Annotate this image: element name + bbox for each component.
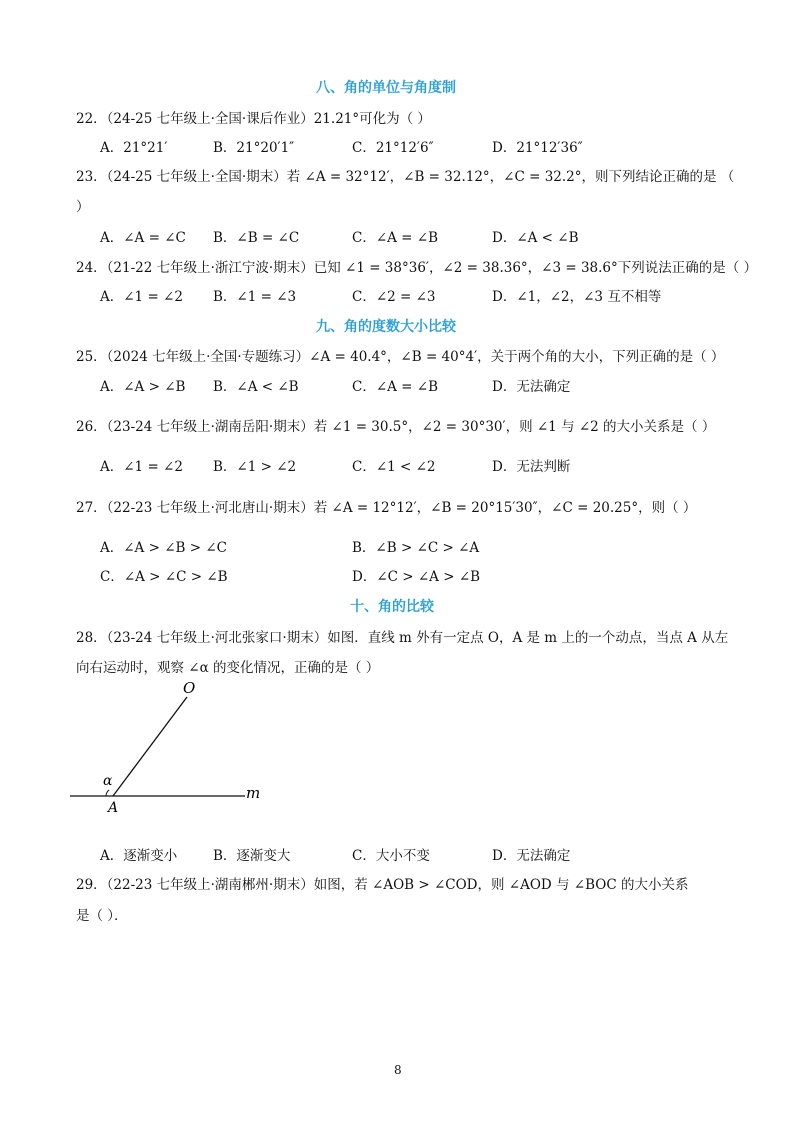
- question-22: 22．（24-25 七年级上·全国·课后作业）21.21°可化为（ ）: [76, 111, 431, 127]
- q22-option-c: C．21°12′6″: [352, 140, 434, 156]
- label-m: m: [246, 784, 261, 802]
- q25-option-c: C．∠A = ∠B: [352, 379, 439, 395]
- q24-option-a: A．∠1 = ∠2: [100, 289, 183, 305]
- q27-option-c: C．∠A > ∠C > ∠B: [100, 569, 228, 585]
- q24-option-d: D．∠1，∠2，∠3 互不相等: [492, 289, 662, 305]
- q26-option-c: C．∠1 < ∠2: [352, 459, 436, 475]
- q23-option-d: D．∠A < ∠B: [492, 230, 579, 246]
- q25-option-d: D．无法确定: [492, 379, 571, 395]
- angle-figure: [70, 680, 270, 820]
- q28-option-a: A．逐渐变小: [100, 848, 178, 864]
- label-a: A: [108, 800, 119, 816]
- q23-option-b: B．∠B = ∠C: [213, 230, 300, 246]
- q23-option-c: C．∠A = ∠B: [352, 230, 439, 246]
- section-title-10: 十、角的比较: [350, 599, 434, 615]
- question-29-line2: 是（ ）．: [76, 908, 128, 924]
- section-title-9: 九、角的度数大小比较: [316, 319, 456, 335]
- question-28: 28．（23-24 七年级上·河北张家口·期末）如图．直线 m 外有一定点 O，A 是 m 上的一个动点，当点 A 从左: [76, 630, 729, 646]
- q22-option-d: D．21°12′36″: [492, 140, 583, 156]
- q26-option-b: B．∠1 > ∠2: [213, 459, 297, 475]
- label-o: O: [183, 680, 196, 697]
- question-24: 24．（21-22 七年级上·浙江宁波·期末）已知 ∠1 = 38°36′，∠2 = 38.36°，∠3 = 38.6°下列说法正确的是（ ）: [76, 260, 758, 276]
- section-title-8: 八、角的单位与角度制: [316, 80, 456, 96]
- q25-option-b: B．∠A < ∠B: [213, 379, 299, 395]
- q27-option-b: B．∠B > ∠C > ∠A: [352, 540, 480, 556]
- q28-option-d: D．无法确定: [492, 848, 571, 864]
- q26-option-d: D．无法判断: [492, 459, 571, 475]
- q28-option-c: C．大小不变: [352, 848, 430, 864]
- angle-arc: [106, 790, 109, 796]
- q22-option-b: B．21°20′1″: [213, 140, 295, 156]
- q23-option-a: A．∠A = ∠C: [100, 230, 186, 246]
- ray-ao: [113, 697, 187, 796]
- question-25: 25．（2024 七年级上·全国·专题练习）∠A = 40.4°，∠B = 40°4′，关于两个角的大小，下列正确的是（ ）: [76, 349, 725, 365]
- page-number: 8: [394, 1063, 402, 1077]
- question-23: 23．（24-25 七年级上·全国·期末）若 ∠A = 32°12′，∠B = 32.12°，∠C = 32.2°，则下列结论正确的是 （: [76, 169, 735, 185]
- question-28-line2: 向右运动时，观察 ∠α 的变化情况，正确的是（ ）: [76, 660, 380, 676]
- q22-option-a: A．21°21′: [100, 140, 168, 156]
- q27-option-a: A．∠A > ∠B > ∠C: [100, 540, 227, 556]
- q25-option-a: A．∠A > ∠B: [100, 379, 186, 395]
- q24-option-b: B．∠1 = ∠3: [213, 289, 297, 305]
- question-27: 27．（22-23 七年级上·河北唐山·期末）若 ∠A = 12°12′，∠B = 20°15′30″，∠C = 20.25°，则（ ）: [76, 500, 697, 516]
- question-26: 26．（23-24 七年级上·湖南岳阳·期末）若 ∠1 = 30.5°，∠2 = 30°30′，则 ∠1 与 ∠2 的大小关系是（ ）: [76, 419, 716, 435]
- q24-option-c: C．∠2 = ∠3: [352, 289, 436, 305]
- label-alpha: α: [103, 773, 113, 789]
- question-23-line2: ）: [76, 199, 90, 215]
- question-29: 29．（22-23 七年级上·湖南郴州·期末）如图，若 ∠AOB > ∠COD，则 ∠AOD 与 ∠BOC 的大小关系: [76, 877, 689, 893]
- q26-option-a: A．∠1 = ∠2: [100, 459, 183, 475]
- q27-option-d: D．∠C > ∠A > ∠B: [352, 569, 481, 585]
- q28-option-b: B．逐渐变大: [213, 848, 291, 864]
